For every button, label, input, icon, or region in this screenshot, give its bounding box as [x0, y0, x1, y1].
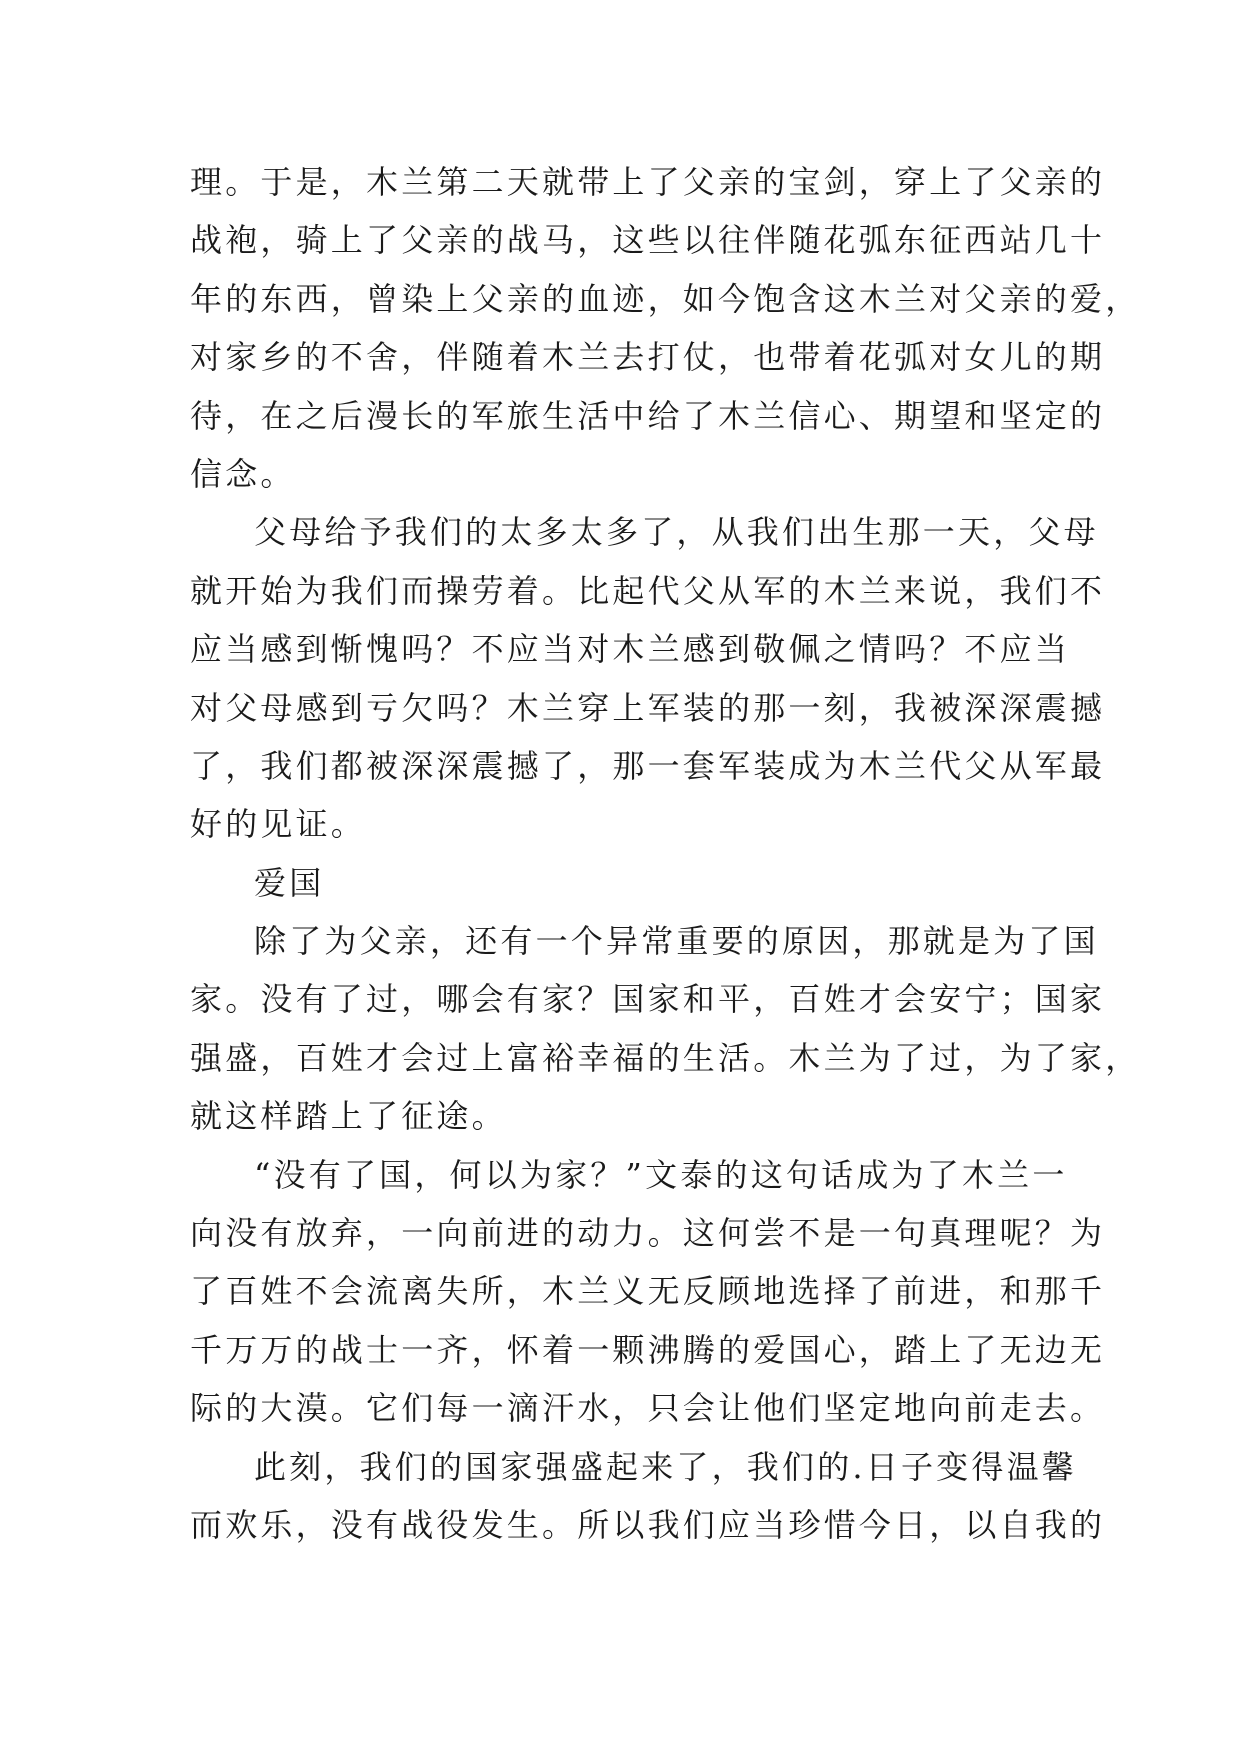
- text-line: 强盛，百姓才会过上富裕幸福的生活。木兰为了过，为了家，: [190, 1038, 1141, 1077]
- text-line: 对家乡的不舍，伴随着木兰去打仗，也带着花弧对女儿的期: [190, 338, 1106, 377]
- text-line: 千万万的战士一齐，怀着一颗沸腾的爱国心，踏上了无边无: [190, 1330, 1106, 1369]
- text-line: 除了为父亲，还有一个异常重要的原因，那就是为了国: [254, 922, 1099, 961]
- text-line: “没有了国，何以为家？”文泰的这句话成为了木兰一: [254, 1155, 1068, 1194]
- text-line: 信念。: [190, 454, 296, 493]
- text-line: 年的东西，曾染上父亲的血迹，如今饱含这木兰对父亲的爱，: [190, 279, 1141, 318]
- text-line: 战袍，骑上了父亲的战马，这些以往伴随花弧东征西站几十: [190, 221, 1106, 260]
- text-line: 际的大漠。它们每一滴汗水，只会让他们坚定地向前走去。: [190, 1389, 1106, 1428]
- text-line: 了，我们都被深深震撼了，那一套军装成为木兰代父从军最: [190, 746, 1106, 785]
- text-line: 而欢乐，没有战役发生。所以我们应当珍惜今日，以自我的: [190, 1505, 1106, 1544]
- text-line: 此刻，我们的国家强盛起来了，我们的.日子变得温馨: [254, 1447, 1077, 1486]
- text-line: 爱国: [254, 863, 325, 902]
- text-line: 家。没有了过，哪会有家？国家和平，百姓才会安宁；国家: [190, 980, 1106, 1019]
- text-line: 好的见证。: [190, 805, 367, 844]
- text-line: 应当感到惭愧吗？不应当对木兰感到敬佩之情吗？不应当: [190, 630, 1071, 669]
- text-line: 对父母感到亏欠吗？木兰穿上军装的那一刻，我被深深震撼: [190, 688, 1106, 727]
- text-line: 待，在之后漫长的军旅生活中给了木兰信心、期望和坚定的: [190, 396, 1106, 435]
- text-line: 就开始为我们而操劳着。比起代父从军的木兰来说，我们不: [190, 571, 1106, 610]
- text-line: 就这样踏上了征途。: [190, 1097, 507, 1136]
- text-line: 向没有放弃，一向前进的动力。这何尝不是一句真理呢？为: [190, 1214, 1106, 1253]
- text-line: 了百姓不会流离失所，木兰义无反顾地选择了前进，和那千: [190, 1272, 1106, 1311]
- text-line: 父母给予我们的太多太多了，从我们出生那一天，父母: [254, 513, 1099, 552]
- text-line: 理。于是，木兰第二天就带上了父亲的宝剑，穿上了父亲的: [190, 163, 1106, 201]
- body-text: [190, 153, 1141, 1554]
